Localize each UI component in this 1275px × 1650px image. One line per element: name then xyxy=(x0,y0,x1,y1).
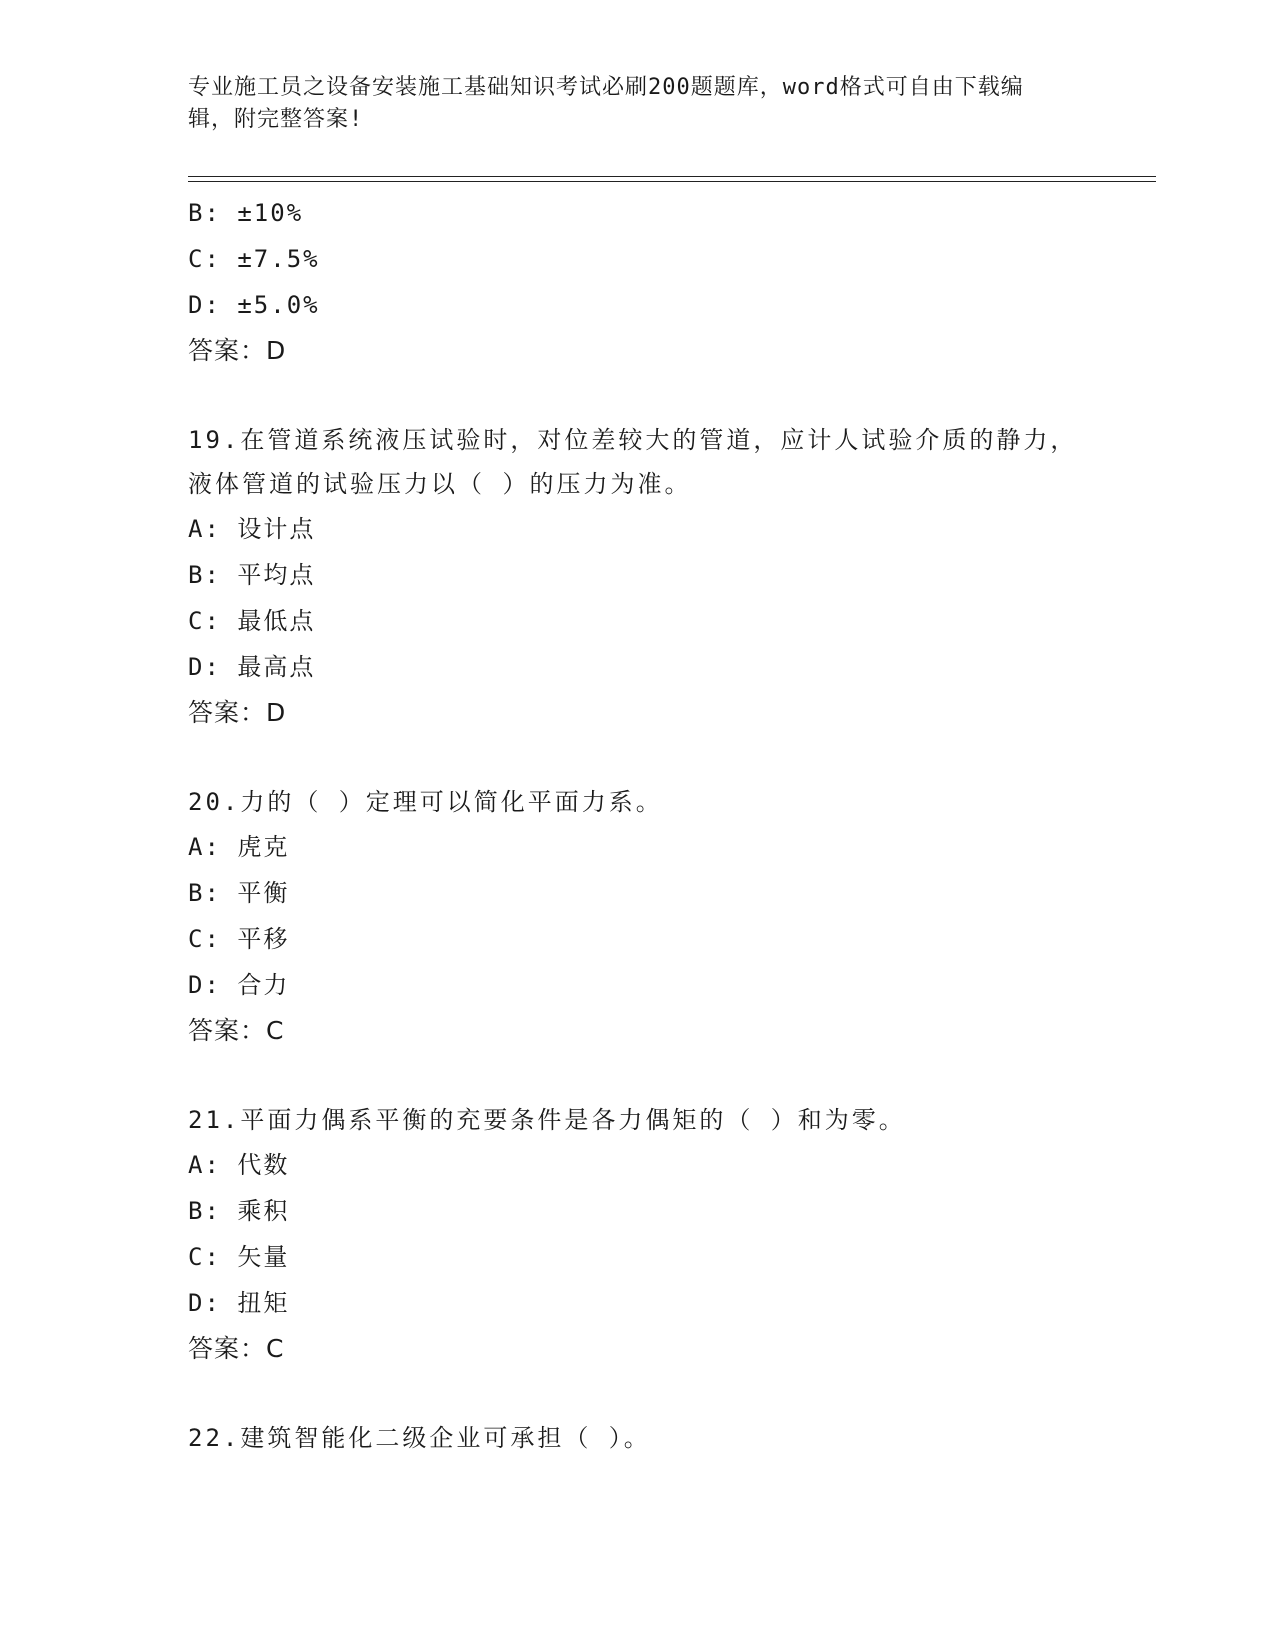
question-stem: 20.力的（ ）定理可以简化平面力系。 xyxy=(188,788,663,816)
header-divider-top xyxy=(188,176,1156,177)
spacer xyxy=(188,1054,1088,1098)
option-b: B: 乘积 xyxy=(188,1197,290,1225)
option-d: D: 最高点 xyxy=(188,653,316,681)
option-d: D: 合力 xyxy=(188,971,290,999)
answer-label: 答案：C xyxy=(188,1334,285,1363)
question-stem: 19.在管道系统液压试验时，对位差较大的管道，应计人试验介质的静力，液体管道的试验压力以（ ）的压力为准。 xyxy=(188,426,1078,498)
question-list xyxy=(188,190,1088,1460)
question-21 xyxy=(188,1098,1088,1372)
option-b: B: ±10% xyxy=(188,199,304,227)
header-divider-bottom xyxy=(188,181,1156,182)
option-b: B: 平衡 xyxy=(188,879,290,907)
question-stem: 22.建筑智能化二级企业可承担（ ）。 xyxy=(188,1424,651,1452)
question-20 xyxy=(188,780,1088,1054)
option-d: D: ±5.0% xyxy=(188,291,320,319)
answer-label: 答案：C xyxy=(188,1016,285,1045)
document-header-title: 专业施工员之设备安装施工基础知识考试必刷200题题库，word格式可自由下载编辑，附完整答案! xyxy=(188,75,1024,132)
option-d: D: 扭矩 xyxy=(188,1289,290,1317)
option-c: C: 平移 xyxy=(188,925,290,953)
option-c: C: ±7.5% xyxy=(188,245,320,273)
spacer xyxy=(188,736,1088,780)
answer-label: 答案：D xyxy=(188,698,287,727)
answer-label: 答案：D xyxy=(188,336,287,365)
option-c: C: 矢量 xyxy=(188,1243,290,1271)
option-a: A: 代数 xyxy=(188,1151,290,1179)
question-stem: 21.平面力偶系平衡的充要条件是各力偶矩的（ ）和为零。 xyxy=(188,1106,906,1134)
question-18-partial xyxy=(188,190,1088,374)
question-19 xyxy=(188,418,1088,736)
question-22 xyxy=(188,1416,1088,1460)
option-b: B: 平均点 xyxy=(188,561,316,589)
option-a: A: 设计点 xyxy=(188,515,316,543)
spacer xyxy=(188,1372,1088,1416)
option-c: C: 最低点 xyxy=(188,607,316,635)
spacer xyxy=(188,374,1088,418)
option-a: A: 虎克 xyxy=(188,833,290,861)
